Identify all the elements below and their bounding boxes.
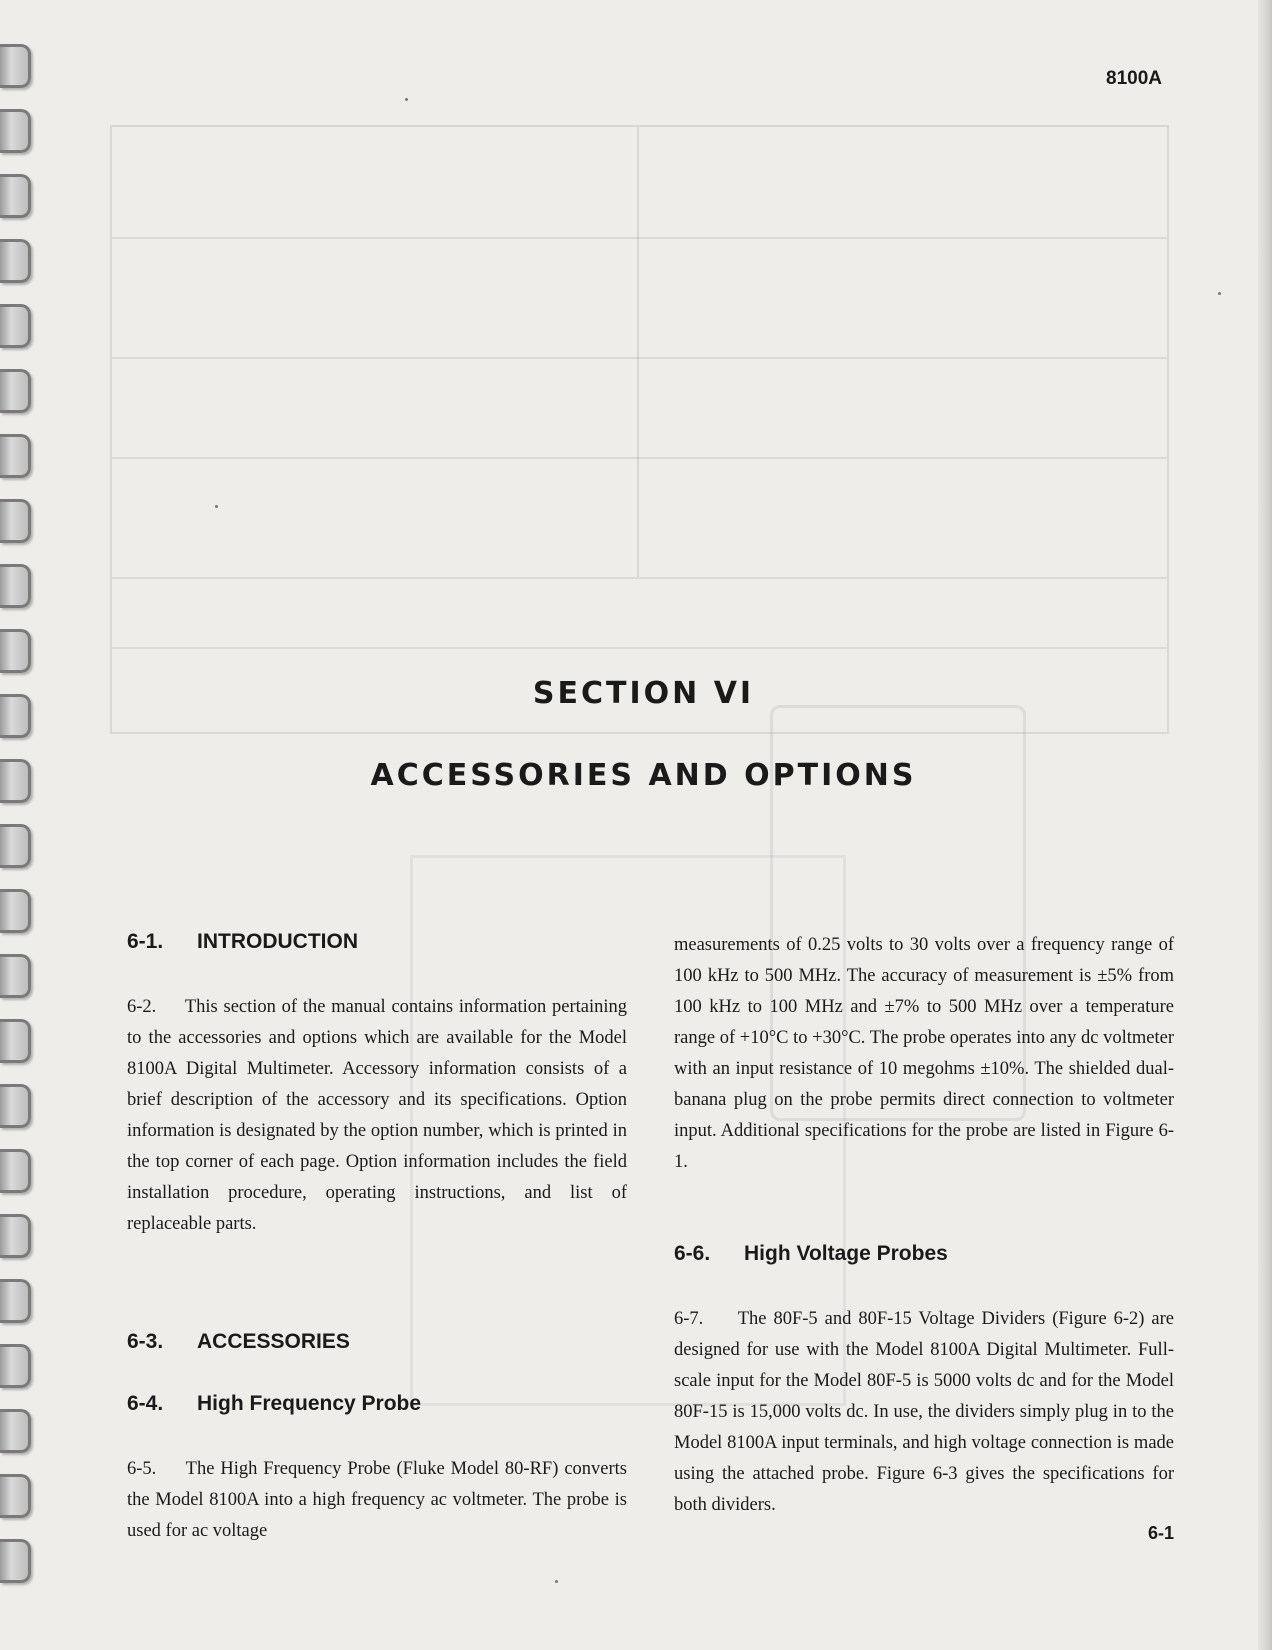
binding-ring [0, 109, 31, 153]
binding-ring [0, 1149, 31, 1193]
binding-ring [0, 369, 31, 413]
bleed-through-divider [637, 127, 639, 577]
section-number: SECTION VI [532, 676, 755, 711]
binding-ring [0, 824, 31, 868]
heading-6-6 [674, 1242, 948, 1266]
binding-ring [0, 1019, 31, 1063]
heading-label: High Frequency Probe [197, 1392, 422, 1415]
binding-ring [0, 1409, 31, 1453]
binding-ring [0, 954, 31, 998]
heading-label: High Voltage Probes [744, 1242, 948, 1265]
binding-ring [0, 1214, 31, 1258]
binding-ring [0, 44, 31, 88]
binding-ring [0, 499, 31, 543]
bleed-through-rule [112, 577, 1167, 579]
binding-ring [0, 174, 31, 218]
paragraph-6-2: 6-2. This section of the manual contains information pertaining to the accessories and options which are available for the Model 8100A Digital Multimeter. Accessory information consists of a brief description of the accessory and its specifications. Option information is designated by the option number, which is printed in the top corner of each page. Option information includes the field installation procedure, operating instructions, and list of replaceable parts. [127, 997, 632, 1234]
paragraph-6-5: 6-5. The High Frequency Probe (Fluke Model 80-RF) converts the Model 8100A into a high frequency ac voltmeter. The probe is used for ac voltage [127, 1459, 632, 1541]
speck [405, 98, 408, 101]
model-code-header: 8100A [1106, 68, 1162, 89]
binding-ring [0, 564, 31, 608]
speck [555, 1580, 558, 1583]
bleed-through-rule [112, 457, 1167, 459]
paragraph-6-5-continued: measurements of 0.25 volts to 30 volts over a frequency range of 100 kHz to 500 MHz. The accuracy of measurement is ±5% from 100 kHz to 100 MHz and ±7% to 500 MHz over a temperature range of +10°C to +30°C. The probe operates into any dc voltmeter with an input resistance of 10 megohms ±10%. The shielded dual-banana plug on the probe permits direct connection to voltmeter input. Additional specifications for the probe are listed in Figure 6-1. [674, 935, 1174, 1172]
heading-number: 6-3. [127, 1330, 164, 1353]
heading-number: 6-4. [127, 1392, 164, 1415]
binding-ring [0, 434, 31, 478]
binding-ring [0, 1084, 31, 1128]
binding-ring [0, 629, 31, 673]
bleed-through-rule [112, 647, 1167, 649]
binding-ring [0, 1279, 31, 1323]
bleed-through-rule [112, 357, 1167, 359]
binding-ring [0, 304, 31, 348]
paragraph-6-7: 6-7. The 80F-5 and 80F-15 Voltage Dividers (Figure 6-2) are designed for use with the Model 8100A Digital Multimeter. Full-scale input for the Model 80F-5 is 5000 volts dc and for the Model 80F-15 is 15,000 volts dc. In use, the dividers simply plug in to the Model 8100A input terminals, and high voltage connection is made using the attached probe. Figure 6-3 gives the specifications for both dividers. [674, 1309, 1179, 1515]
binding-ring [0, 239, 31, 283]
heading-6-1 [127, 930, 358, 954]
bleed-through-rule [112, 237, 1167, 239]
heading-6-4 [127, 1392, 421, 1416]
binding-ring [0, 1474, 31, 1518]
heading-label: ACCESSORIES [197, 1330, 350, 1353]
binding-ring [0, 889, 31, 933]
speck [1218, 292, 1221, 295]
page-number: 6-1 [1147, 1523, 1174, 1543]
heading-number: 6-6. [674, 1242, 711, 1265]
heading-number: 6-1. [127, 930, 164, 953]
speck [215, 505, 218, 508]
heading-label: INTRODUCTION [197, 930, 358, 953]
section-title: ACCESSORIES AND OPTIONS [370, 758, 917, 793]
bleed-through-table [110, 125, 1169, 734]
page-edge [1258, 0, 1272, 1650]
heading-6-3 [127, 1330, 350, 1354]
spiral-binding [0, 0, 50, 1650]
binding-ring [0, 1344, 31, 1388]
binding-ring [0, 1539, 31, 1583]
